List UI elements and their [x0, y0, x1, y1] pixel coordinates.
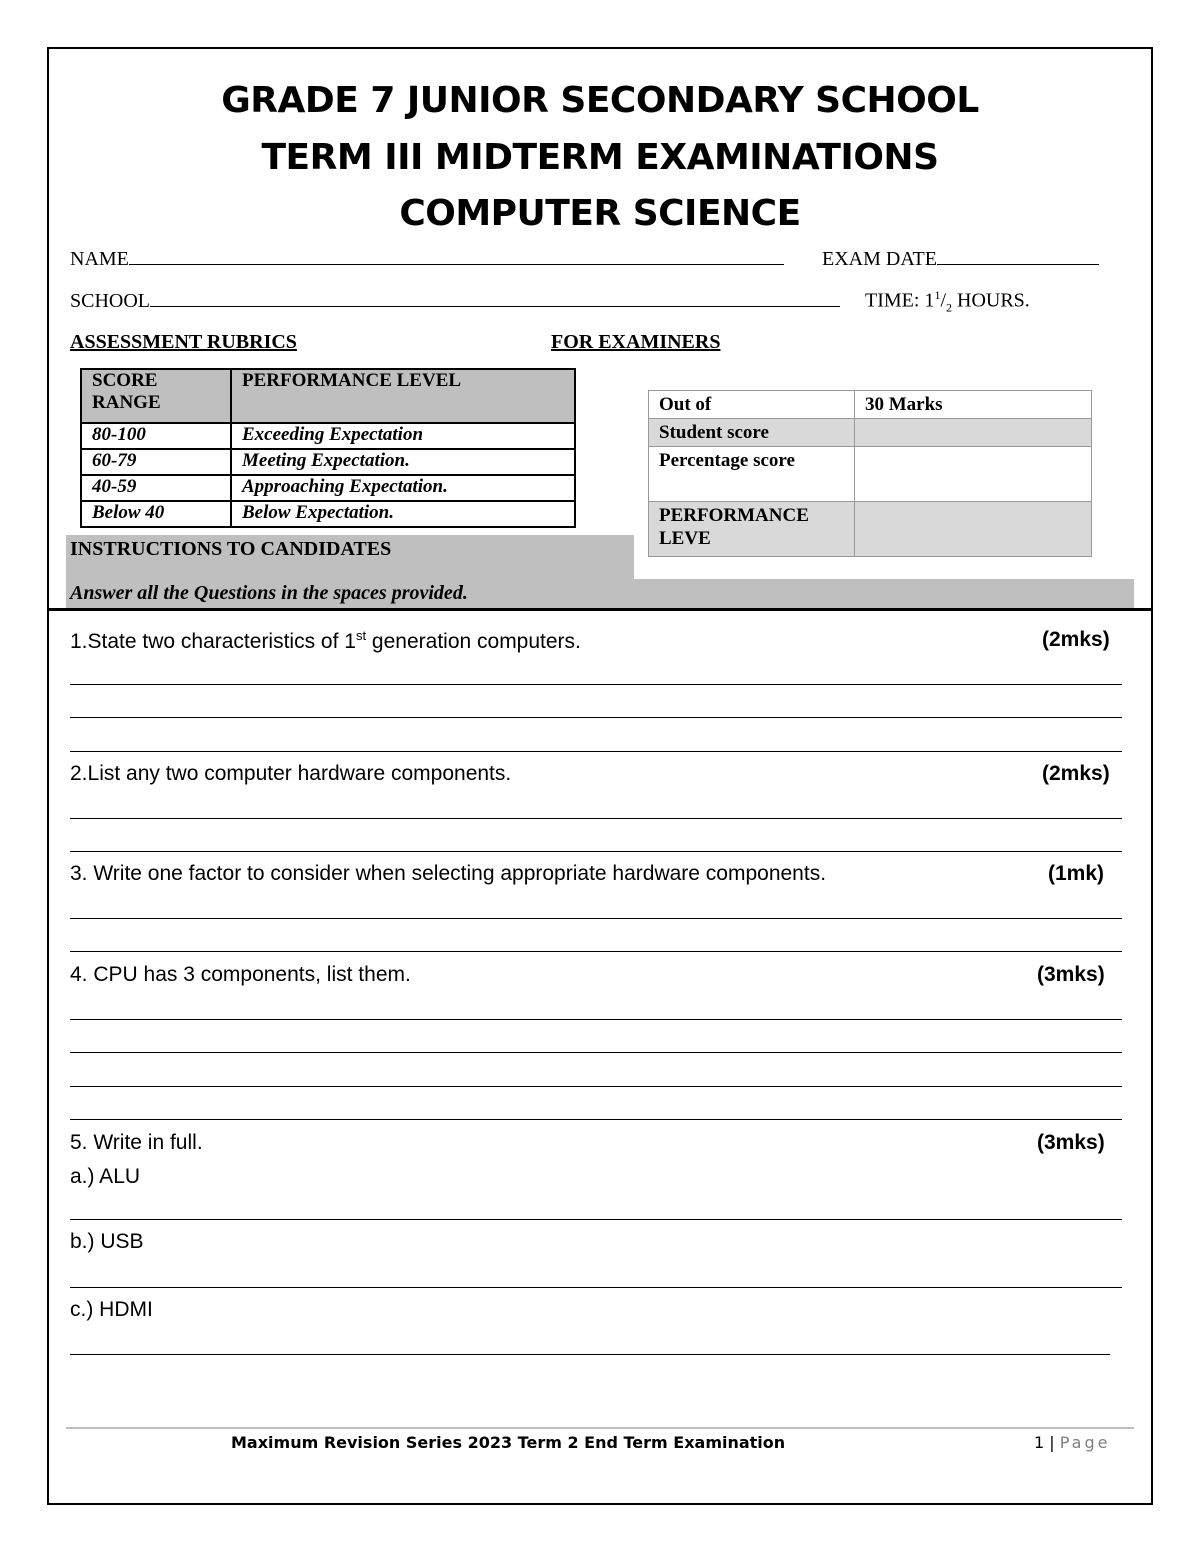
- examiners-heading: FOR EXAMINERS: [551, 331, 721, 353]
- answer-line[interactable]: [70, 951, 1122, 952]
- question-3: 3. Write one factor to consider when selecting appropriate hardware components.: [70, 862, 827, 885]
- exam-title-term: TERM III MIDTERM EXAMINATIONS: [261, 137, 939, 178]
- answer-line[interactable]: [70, 717, 1122, 718]
- footer-series-text: Maximum Revision Series 2023 Term 2 End Term Examination: [231, 1433, 786, 1452]
- table-row: 60-79 Meeting Expectation.: [81, 449, 575, 475]
- examiners-table: [648, 390, 1092, 557]
- school-field[interactable]: [70, 288, 840, 313]
- answer-line[interactable]: [70, 1086, 1122, 1087]
- section-divider: [47, 608, 1153, 611]
- question-2: 2.List any two computer hardware components.: [70, 762, 512, 785]
- question-5b: b.) USB: [70, 1230, 144, 1253]
- rubrics-col-score: SCORE RANGE: [81, 369, 231, 423]
- answer-line[interactable]: [70, 1119, 1122, 1120]
- performance-level-cell[interactable]: [855, 502, 1092, 557]
- question-3-marks: (1mk): [1048, 862, 1105, 885]
- question-4: 4. CPU has 3 components, list them.: [70, 963, 411, 986]
- exam-date-blank[interactable]: [937, 246, 1099, 265]
- answer-line[interactable]: [70, 1354, 1110, 1355]
- exam-title-grade: GRADE 7 JUNIOR SECONDARY SCHOOL: [221, 80, 979, 121]
- question-5a: a.) ALU: [70, 1165, 141, 1188]
- answer-line[interactable]: [70, 1287, 1122, 1288]
- exam-date-field[interactable]: [822, 246, 1099, 271]
- answer-line[interactable]: [70, 918, 1122, 919]
- page-number: 1 | Page: [1034, 1433, 1111, 1452]
- question-4-marks: (3mks): [1037, 963, 1105, 986]
- name-field[interactable]: [70, 246, 784, 271]
- instructions-title: INSTRUCTIONS TO CANDIDATES: [70, 538, 392, 560]
- percentage-score-label: Percentage score: [649, 447, 855, 502]
- answer-line[interactable]: [70, 1019, 1122, 1020]
- answer-line[interactable]: [70, 818, 1122, 819]
- out-of-label: Out of: [649, 391, 855, 419]
- student-score-label: Student score: [649, 419, 855, 447]
- name-blank[interactable]: [129, 246, 784, 265]
- question-5c: c.) HDMI: [70, 1298, 153, 1321]
- out-of-value: 30 Marks: [855, 391, 1092, 419]
- answer-line[interactable]: [70, 1219, 1122, 1220]
- answer-line[interactable]: [70, 751, 1122, 752]
- percentage-score-cell[interactable]: [855, 447, 1092, 502]
- question-5: 5. Write in full.: [70, 1131, 203, 1154]
- exam-title-subject: COMPUTER SCIENCE: [399, 193, 801, 234]
- question-1: 1.State two characteristics of 1st generation computers.: [70, 628, 581, 653]
- answer-line[interactable]: [70, 851, 1122, 852]
- answer-line[interactable]: [70, 684, 1122, 685]
- table-row: 80-100 Exceeding Expectation: [81, 423, 575, 449]
- exam-date-label: EXAM DATE: [822, 248, 937, 270]
- rubrics-col-level: PERFORMANCE LEVEL: [231, 369, 575, 423]
- table-row: 40-59 Approaching Expectation.: [81, 475, 575, 501]
- footer-rule: [66, 1427, 1134, 1429]
- student-score-cell[interactable]: [855, 419, 1092, 447]
- table-row: Below 40 Below Expectation.: [81, 501, 575, 527]
- question-1-marks: (2mks): [1042, 628, 1110, 651]
- name-label: NAME: [70, 248, 129, 270]
- question-2-marks: (2mks): [1042, 762, 1110, 785]
- question-5-marks: (3mks): [1037, 1131, 1105, 1154]
- school-label: SCHOOL: [70, 290, 151, 312]
- performance-level-label: PERFORMANCE LEVE: [649, 502, 855, 557]
- rubrics-table: [80, 368, 576, 528]
- school-blank[interactable]: [150, 288, 840, 307]
- rubrics-heading: ASSESSMENT RUBRICS: [70, 331, 297, 353]
- answer-line[interactable]: [70, 1052, 1122, 1053]
- instructions-text: Answer all the Questions in the spaces provided.: [70, 582, 468, 604]
- time-field: TIME: $1^1/_2$ HOURS.: [865, 288, 1030, 315]
